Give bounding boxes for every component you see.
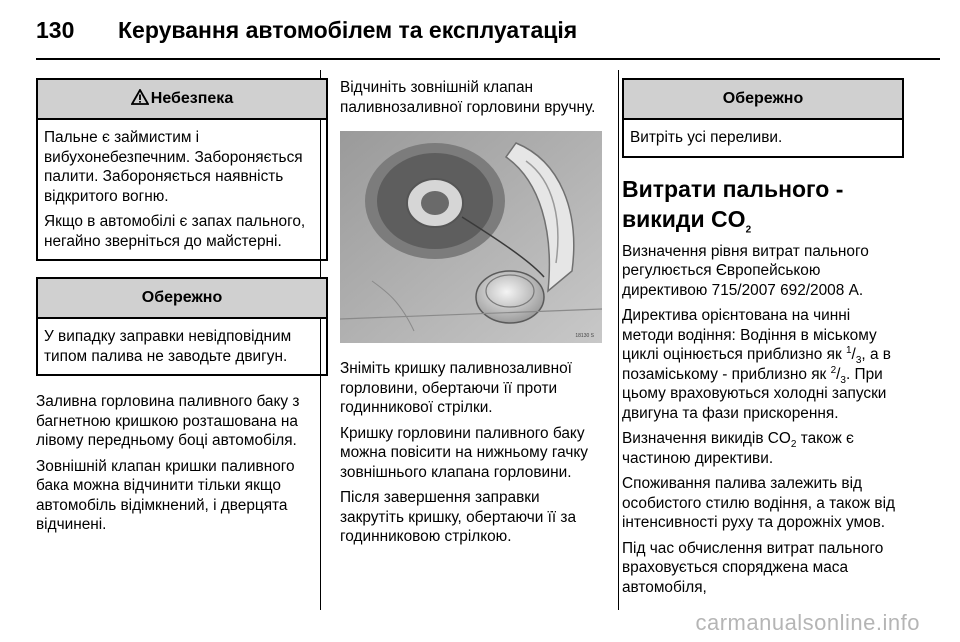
header-rule [36,58,940,60]
caution-2-paragraph: Витріть усі переливи. [630,129,783,146]
caution-box-2 [622,78,904,158]
fuel-filler-photo [340,131,602,343]
caution-box-1 [36,277,328,376]
col3-paragraph-2: Директива орієнтована на чинні методи водіння: Водіння в міському циклі оцінюється приблизно як $^1/_3$, а в позаміському - приблизно як $^2/_3$. При цьому враховуються холодні запуски двигуна та фази прискорення. [622,307,891,422]
col3-paragraph-1: Визначення рівня витрат пального регулюється Європейською директивою 715/2007 692/2008 A. [622,242,869,299]
caution-1-paragraph: У випадку заправки невідповідним типом палива не заводьте двигун. [44,328,292,365]
danger-paragraph-2: Якщо в автомобілі є запах пального, негайно зверніться до майстерні. [44,213,306,250]
caution-box-1-body [38,319,326,374]
col2-paragraph-1: Відчиніть зовнішній клапан паливнозаливної горловини вручну. [340,79,596,116]
warning-triangle-icon [131,89,149,105]
col2-paragraph-2: Зніміть кришку паливнозаливної горловини, обертаючи її проти годинникової стрілки. [340,360,572,416]
danger-paragraph-1: Пальне є займистим і вибухонебезпечним. Забороняється палити. Забороняється наявність відкритого вогню. [44,129,303,205]
page-number: 130 [36,17,75,43]
col1-paragraph-2: Зовнішній клапан кришки паливного бака можна відчинити тільки якщо автомобіль відімкнений, і дверцята відчинені. [36,457,295,533]
column-2 [340,78,602,553]
col3-paragraph-5: Під час обчислення витрат пального враховується споряджена маса автомобіля, [622,539,884,596]
col2-paragraph-3: Кришку горловини паливного баку можна повісити на нижньому гачку зовнішнього клапана горловини. [340,424,588,481]
danger-box-title: Небезпека [150,90,234,107]
caution-box-2-body [624,120,902,156]
page-title: Керування автомобілем та експлуатація [118,17,578,43]
danger-box [36,78,328,261]
caution-box-1-header: Обережно [38,279,326,319]
col1-paragraph-1: Заливна горловина паливного баку з багнетною кришкою розташована на лівому передньому боці автомобіля. [36,393,300,449]
section-heading: Витрати пального - викиди $CO_2$ [622,175,844,236]
column-1 [36,78,328,541]
site-watermark: carmanualsonline.info [695,610,920,635]
caution-box-2-header: Обережно [624,80,902,120]
page-header [36,8,936,52]
danger-box-body [38,120,326,259]
col3-paragraph-3: Визначення викидів $CO_2$ також є частиною директиви. [622,430,854,467]
column-divider-2 [618,70,619,610]
col2-paragraph-4: Після завершення заправки закрутіть кришку, обертаючи її за годинниковою стрілкою. [340,489,577,545]
col3-paragraph-4: Споживання палива залежить від особистого стилю водіння, а також від інтенсивності руху та дорожніх умов. [622,475,896,531]
column-3 [622,78,904,603]
danger-box-header [38,80,326,120]
photo-watermark: 18130 S [575,333,594,339]
